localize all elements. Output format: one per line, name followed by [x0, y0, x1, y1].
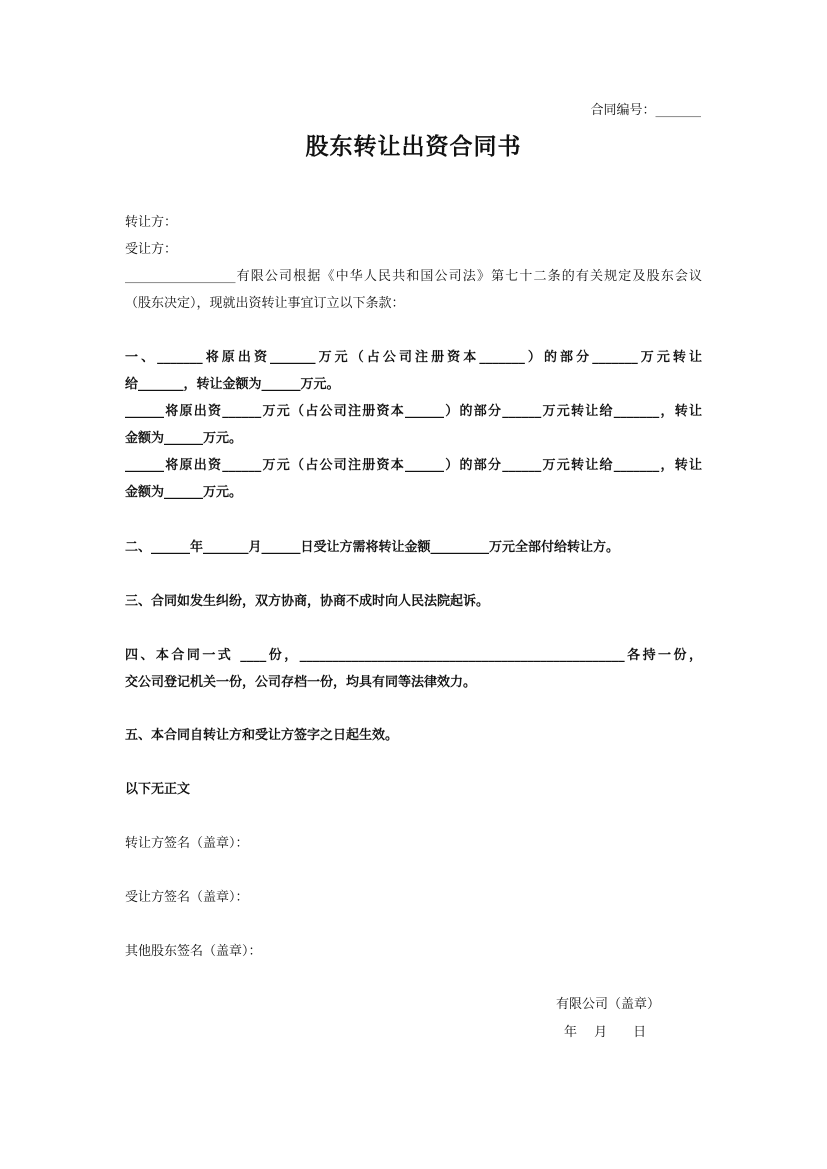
company-stamp: 有限公司（盖章） [556, 997, 661, 1012]
document-title: 股东转让出资合同书 [305, 133, 522, 160]
transferor-signature: 转让方签名（盖章）： [125, 836, 249, 851]
end-note: 以下无正文 [125, 782, 191, 797]
clause-1-line-6: 金额为______万元。 [125, 485, 243, 500]
intro-line-1: _________________有限公司根据《中华人民共和国公司法》第七十二条的有关规定及股东会议 [125, 269, 702, 284]
contract-number: 合同编号：_______ [590, 103, 701, 118]
other-shareholders-signature: 其他股东签名（盖章）： [125, 944, 262, 959]
transferee-label: 受让方： [125, 242, 178, 257]
date-line: 年 月 日 [564, 1025, 647, 1040]
clause-2: 二、______年_______月______日受让方需将转让金额_________万元全部付给转让方。 [125, 540, 620, 555]
intro-line-2: （股东决定），现就出资转让事宜订立以下条款： [125, 296, 405, 311]
transferee-signature: 受让方签名（盖章）： [125, 890, 249, 905]
clause-1-line-1: 一、_______将原出资_______万元（占公司注册资本_______）的部分_______万元转让 [125, 350, 702, 365]
clause-1-line-4: 金额为______万元。 [125, 431, 243, 446]
clause-5: 五、本合同自转让方和受让方签字之日起生效。 [125, 728, 399, 743]
clause-4-line-2: 交公司登记机关一份，公司存档一份，均具有同等法律效力。 [125, 675, 477, 690]
clause-3: 三、合同如发生纠纷，双方协商，协商不成时向人民法院起诉。 [125, 594, 490, 609]
clause-4-line-1: 四、本合同一式 ____份，__________________________________________________各持一份， [125, 648, 702, 663]
clause-1-line-3: ______将原出资______万元（占公司注册资本______）的部分______万元转让给_______，转让 [125, 404, 702, 419]
transferor-label: 转让方： [125, 215, 178, 230]
clause-1-line-5: ______将原出资______万元（占公司注册资本______）的部分______万元转让给_______，转让 [125, 458, 702, 473]
clause-1-line-2: 给_______，转让金额为______万元。 [125, 377, 340, 392]
